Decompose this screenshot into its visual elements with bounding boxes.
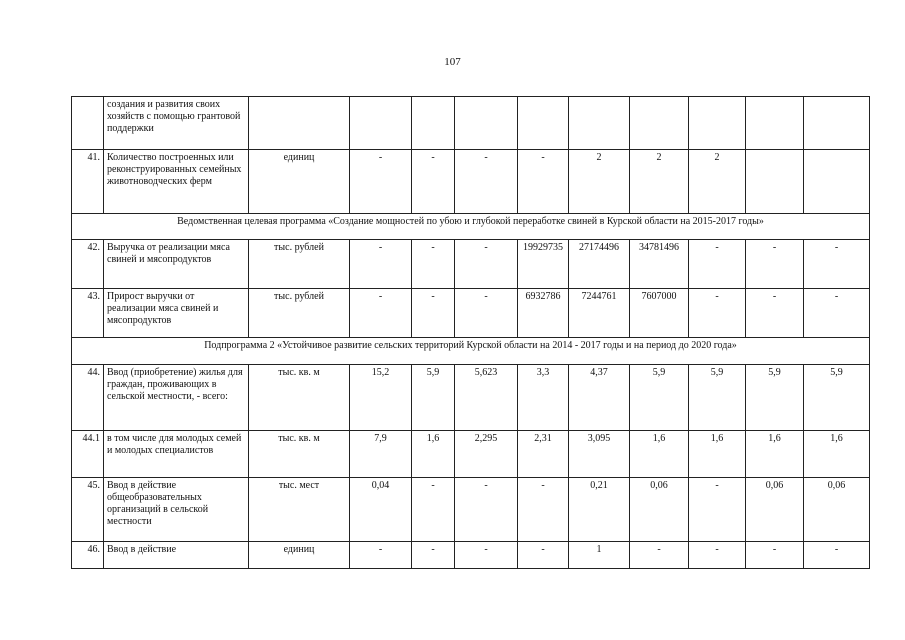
value-cell: 1,6 bbox=[630, 431, 689, 478]
value-cell: - bbox=[689, 240, 746, 289]
table-row-continuation bbox=[72, 97, 870, 150]
value-cell: 0,04 bbox=[350, 478, 412, 542]
indicator-name: Выручка от реализации мяса свиней и мясопродуктов bbox=[104, 240, 249, 289]
unit-of-measure: тыс. рублей bbox=[249, 240, 350, 289]
value-cell: 6932786 bbox=[518, 289, 569, 338]
value-cell bbox=[518, 97, 569, 150]
value-cell bbox=[630, 97, 689, 150]
row-number: 42. bbox=[72, 240, 104, 289]
value-cell: 3,3 bbox=[518, 365, 569, 431]
value-cell: - bbox=[350, 542, 412, 569]
value-cell: 5,9 bbox=[746, 365, 804, 431]
value-cell bbox=[746, 150, 804, 214]
value-cell: - bbox=[350, 150, 412, 214]
value-cell: - bbox=[350, 240, 412, 289]
value-cell bbox=[746, 97, 804, 150]
unit-of-measure: единиц bbox=[249, 150, 350, 214]
value-cell: 27174496 bbox=[569, 240, 630, 289]
indicator-name: создания и развития своих хозяйств с помощью грантовой поддержки bbox=[104, 97, 249, 150]
row-number: 44. bbox=[72, 365, 104, 431]
value-cell: - bbox=[455, 289, 518, 338]
value-cell: 2 bbox=[630, 150, 689, 214]
value-cell bbox=[804, 97, 870, 150]
value-cell: - bbox=[630, 542, 689, 569]
value-cell: - bbox=[412, 150, 455, 214]
value-cell: 1,6 bbox=[412, 431, 455, 478]
value-cell: - bbox=[746, 542, 804, 569]
value-cell: - bbox=[455, 150, 518, 214]
section-title: Подпрограмма 2 «Устойчивое развитие сельских территорий Курской области на 2014 - 2017 годы и на период до 2020 года» bbox=[72, 338, 870, 365]
unit-of-measure: тыс. рублей bbox=[249, 289, 350, 338]
value-cell: 15,2 bbox=[350, 365, 412, 431]
table-row-41 bbox=[72, 150, 870, 214]
unit-of-measure bbox=[249, 97, 350, 150]
value-cell: - bbox=[455, 542, 518, 569]
indicator-name: Ввод в действие bbox=[104, 542, 249, 569]
table-row-44-1 bbox=[72, 431, 870, 478]
value-cell bbox=[689, 97, 746, 150]
row-number: 44.1 bbox=[72, 431, 104, 478]
indicator-name: Ввод в действие общеобразовательных организаций в сельской местности bbox=[104, 478, 249, 542]
value-cell bbox=[804, 150, 870, 214]
value-cell: 1,6 bbox=[746, 431, 804, 478]
row-number: 46. bbox=[72, 542, 104, 569]
value-cell: - bbox=[746, 289, 804, 338]
value-cell: - bbox=[804, 240, 870, 289]
value-cell: 1,6 bbox=[804, 431, 870, 478]
row-number: 41. bbox=[72, 150, 104, 214]
value-cell: - bbox=[350, 289, 412, 338]
value-cell: - bbox=[518, 150, 569, 214]
value-cell: 34781496 bbox=[630, 240, 689, 289]
value-cell bbox=[455, 97, 518, 150]
value-cell: - bbox=[455, 240, 518, 289]
table-row-44 bbox=[72, 365, 870, 431]
value-cell: 5,9 bbox=[412, 365, 455, 431]
value-cell: - bbox=[518, 542, 569, 569]
value-cell: 3,095 bbox=[569, 431, 630, 478]
value-cell: - bbox=[412, 289, 455, 338]
indicator-name: Количество построенных или реконструированных семейных животноводческих ферм bbox=[104, 150, 249, 214]
value-cell: - bbox=[412, 542, 455, 569]
indicator-name: в том числе для молодых семей и молодых специалистов bbox=[104, 431, 249, 478]
value-cell: 0,06 bbox=[746, 478, 804, 542]
row-number bbox=[72, 97, 104, 150]
value-cell: - bbox=[518, 478, 569, 542]
value-cell: - bbox=[412, 240, 455, 289]
value-cell: 19929735 bbox=[518, 240, 569, 289]
value-cell: 5,9 bbox=[689, 365, 746, 431]
table-row-42 bbox=[72, 240, 870, 289]
value-cell: 2,295 bbox=[455, 431, 518, 478]
value-cell: - bbox=[689, 478, 746, 542]
value-cell: 7607000 bbox=[630, 289, 689, 338]
section-header-subprogram-2 bbox=[72, 338, 870, 365]
value-cell: - bbox=[412, 478, 455, 542]
value-cell: - bbox=[746, 240, 804, 289]
page-number: 107 bbox=[444, 56, 461, 68]
indicator-name: Ввод (приобретение) жилья для граждан, проживающих в сельской местности, - всего: bbox=[104, 365, 249, 431]
section-title: Ведомственная целевая программа «Создание мощностей по убою и глубокой переработке свиней в Курской области на 2015-2017 годы» bbox=[72, 214, 870, 240]
value-cell: 0,06 bbox=[630, 478, 689, 542]
table-row-43 bbox=[72, 289, 870, 338]
row-number: 45. bbox=[72, 478, 104, 542]
indicators-table bbox=[71, 96, 870, 569]
value-cell: 2 bbox=[569, 150, 630, 214]
value-cell bbox=[412, 97, 455, 150]
unit-of-measure: единиц bbox=[249, 542, 350, 569]
value-cell: 1 bbox=[569, 542, 630, 569]
indicator-name: Прирост выручки от реализации мяса свиней и мясопродуктов bbox=[104, 289, 249, 338]
value-cell: - bbox=[689, 289, 746, 338]
value-cell: 0,21 bbox=[569, 478, 630, 542]
value-cell: - bbox=[455, 478, 518, 542]
value-cell: 4,37 bbox=[569, 365, 630, 431]
value-cell: 5,623 bbox=[455, 365, 518, 431]
table-row-45 bbox=[72, 478, 870, 542]
value-cell: 1,6 bbox=[689, 431, 746, 478]
value-cell: 5,9 bbox=[630, 365, 689, 431]
value-cell: 2 bbox=[689, 150, 746, 214]
unit-of-measure: тыс. мест bbox=[249, 478, 350, 542]
unit-of-measure: тыс. кв. м bbox=[249, 365, 350, 431]
unit-of-measure: тыс. кв. м bbox=[249, 431, 350, 478]
value-cell: 7,9 bbox=[350, 431, 412, 478]
value-cell: 5,9 bbox=[804, 365, 870, 431]
value-cell bbox=[569, 97, 630, 150]
value-cell: - bbox=[804, 542, 870, 569]
value-cell: 7244761 bbox=[569, 289, 630, 338]
row-number: 43. bbox=[72, 289, 104, 338]
value-cell bbox=[350, 97, 412, 150]
table-row-46 bbox=[72, 542, 870, 569]
value-cell: - bbox=[804, 289, 870, 338]
value-cell: 0,06 bbox=[804, 478, 870, 542]
value-cell: 2,31 bbox=[518, 431, 569, 478]
section-header-pig-program bbox=[72, 214, 870, 240]
value-cell: - bbox=[689, 542, 746, 569]
